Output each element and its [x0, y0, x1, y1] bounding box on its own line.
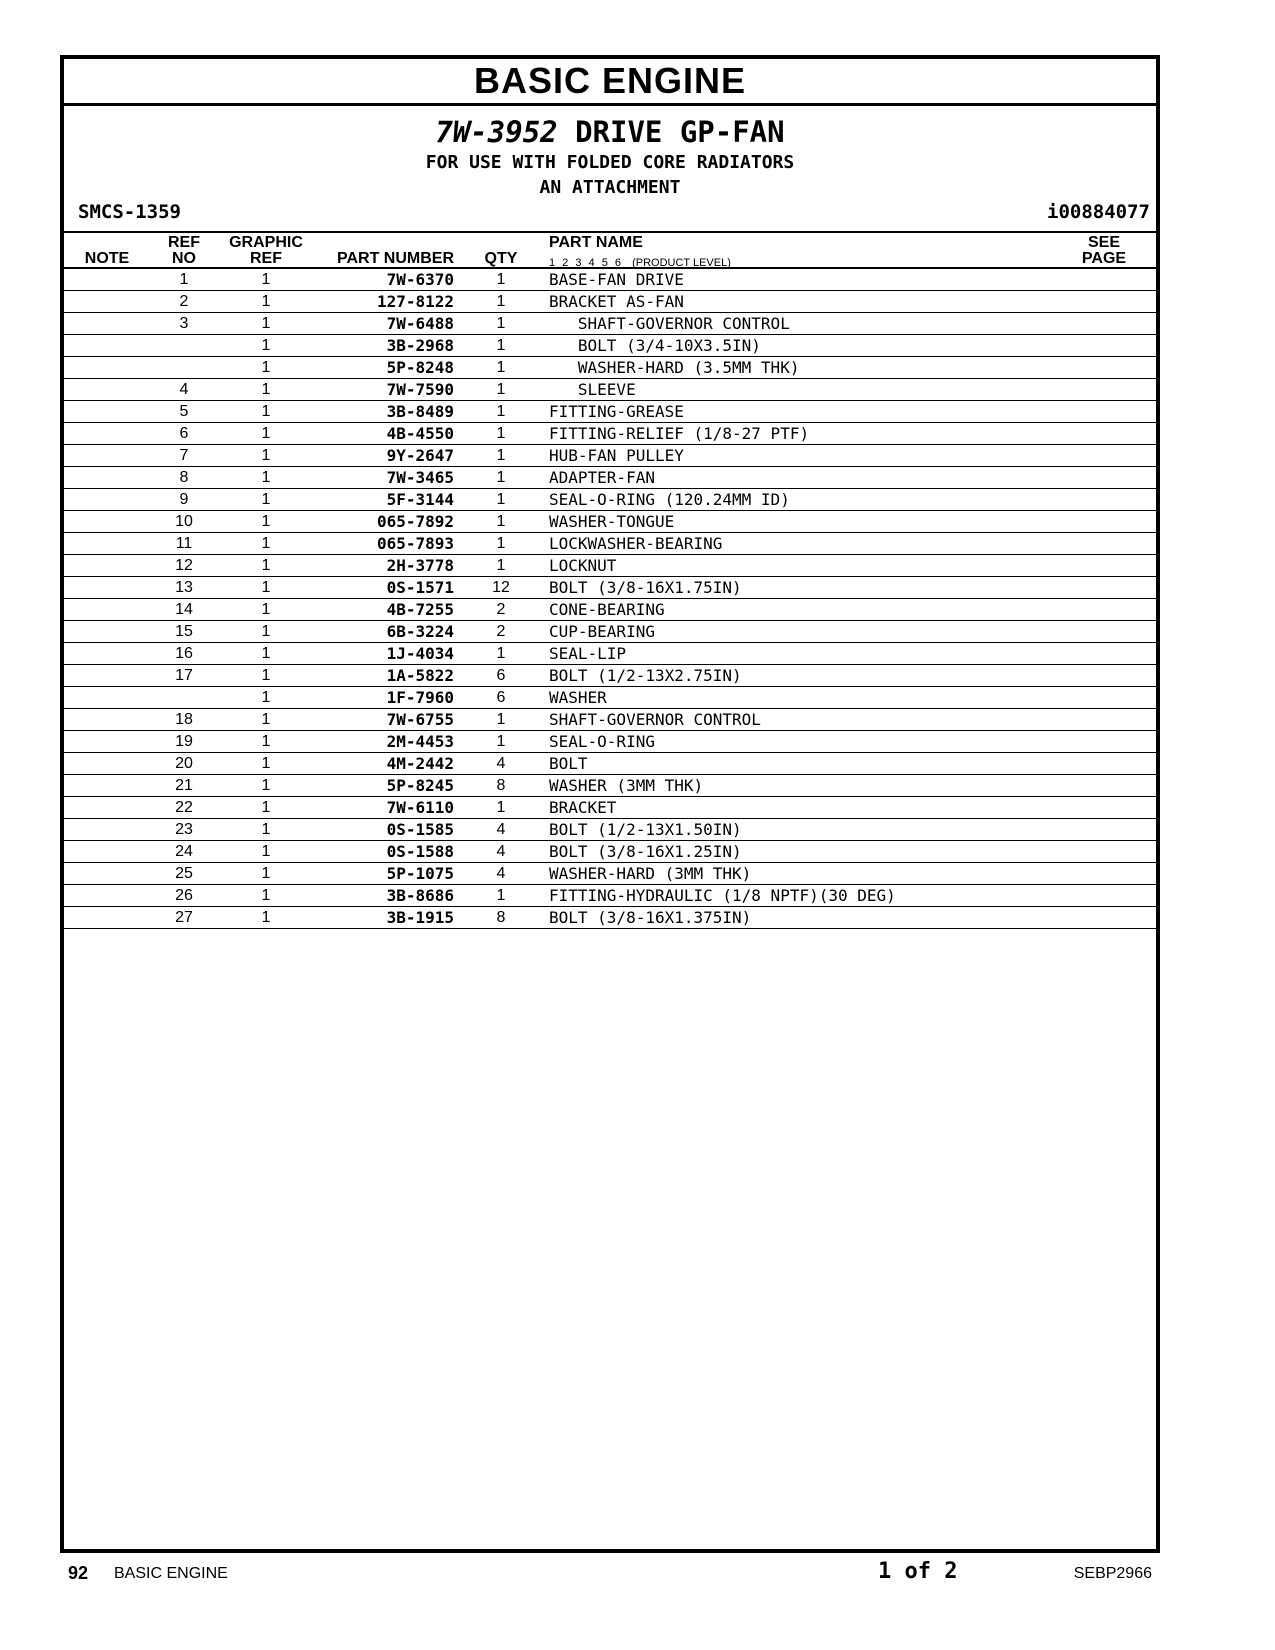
part-name-cell: CONE-BEARING: [549, 600, 665, 619]
part-number-cell: 5P-1075: [386, 864, 454, 883]
ref-no-cell: 20: [175, 755, 193, 772]
graphic-ref-cell: 1: [261, 909, 271, 926]
ref-no-cell: 8: [179, 469, 189, 486]
qty-cell: 1: [496, 293, 506, 310]
table-row: [64, 401, 1156, 423]
graphic-ref-cell: 1: [261, 777, 271, 794]
document-number: SEBP2966: [1073, 1565, 1152, 1582]
ref-no-cell: 26: [175, 887, 193, 904]
graphic-ref-cell: 1: [261, 469, 271, 486]
graphic-ref-cell: 1: [261, 799, 271, 816]
qty-cell: 1: [496, 403, 506, 420]
ref-no-cell: 18: [175, 711, 193, 728]
table-row: [64, 269, 1156, 291]
column-header-note: NOTE: [84, 250, 130, 267]
qty-cell: 12: [492, 579, 510, 596]
part-number-cell: 7W-7590: [386, 380, 454, 399]
graphic-ref-cell: 1: [261, 359, 271, 376]
ref-no-cell: 5: [179, 403, 189, 420]
table-row: [64, 313, 1156, 335]
ref-no-cell: 23: [175, 821, 193, 838]
part-number-cell: 4B-4550: [386, 424, 454, 443]
ref-no-cell: 7: [179, 447, 189, 464]
column-header-graphic-top: GRAPHIC: [229, 234, 303, 251]
part-name-cell: FITTING-GREASE: [549, 402, 684, 421]
qty-cell: 1: [496, 337, 506, 354]
column-header-ref-no: [159, 235, 209, 267]
part-number-cell: 6B-3224: [386, 622, 454, 641]
part-name-cell: BRACKET AS-FAN: [549, 292, 684, 311]
group-subtitle-2: AN ATTACHMENT: [539, 177, 681, 198]
part-number-cell: 1A-5822: [386, 666, 454, 685]
table-row: [64, 885, 1156, 907]
product-level-label: (PRODUCT LEVEL): [632, 257, 731, 269]
ref-no-cell: 17: [175, 667, 193, 684]
part-number-cell: 7W-6488: [386, 314, 454, 333]
graphic-ref-cell: 1: [261, 645, 271, 662]
graphic-ref-cell: 1: [261, 865, 271, 882]
part-name-cell: BOLT (1/2-13X2.75IN): [549, 666, 742, 685]
graphic-ref-cell: 1: [261, 535, 271, 552]
ref-no-cell: 4: [179, 381, 189, 398]
part-name-cell: HUB-FAN PULLEY: [549, 446, 684, 465]
part-number-cell: 3B-8686: [386, 886, 454, 905]
table-row: [64, 577, 1156, 599]
table-row: [64, 731, 1156, 753]
ref-no-cell: 2: [179, 293, 189, 310]
table-row: [64, 533, 1156, 555]
part-number-cell: 065-7892: [376, 512, 454, 531]
ref-no-cell: 6: [179, 425, 189, 442]
graphic-ref-cell: 1: [261, 293, 271, 310]
part-name-cell: WASHER-TONGUE: [549, 512, 675, 531]
part-name-cell: BOLT (3/8-16X1.375IN): [549, 908, 752, 927]
part-number-cell: 1F-7960: [386, 688, 454, 707]
graphic-ref-cell: 1: [261, 887, 271, 904]
graphic-ref-cell: 1: [261, 579, 271, 596]
page-number: 92: [68, 1563, 89, 1583]
graphic-ref-cell: 1: [261, 601, 271, 618]
group-subtitle-1: FOR USE WITH FOLDED CORE RADIATORS: [425, 152, 795, 173]
column-header-see-bottom: PAGE: [1081, 250, 1127, 267]
part-name-cell: FITTING-RELIEF (1/8-27 PTF): [549, 424, 810, 443]
part-number-cell: 4M-2442: [386, 754, 454, 773]
part-name-cell: SEAL-LIP: [549, 644, 627, 663]
ref-no-cell: 3: [179, 315, 189, 332]
part-number-cell: 5P-8248: [386, 358, 454, 377]
ref-no-cell: 13: [175, 579, 193, 596]
qty-cell: 8: [496, 909, 506, 926]
table-row: [64, 511, 1156, 533]
column-header-qty: QTY: [484, 250, 518, 267]
qty-cell: 1: [496, 799, 506, 816]
qty-cell: 1: [496, 887, 506, 904]
ref-no-cell: 12: [175, 557, 193, 574]
part-name-cell: BOLT (3/8-16X1.25IN): [549, 842, 742, 861]
qty-cell: 1: [496, 315, 506, 332]
column-header-ref-bottom: NO: [172, 250, 196, 267]
table-row: [64, 555, 1156, 577]
graphic-ref-cell: 1: [261, 557, 271, 574]
table-row: [64, 445, 1156, 467]
header-divider: [64, 231, 1156, 233]
qty-cell: 4: [496, 865, 506, 882]
table-row: [64, 863, 1156, 885]
qty-cell: 1: [496, 645, 506, 662]
part-name-cell: SHAFT-GOVERNOR CONTROL: [549, 710, 761, 729]
table-row: [64, 797, 1156, 819]
table-row: [64, 775, 1156, 797]
part-name-cell: LOCKNUT: [549, 556, 617, 575]
illustration-id: i00884077: [1047, 201, 1150, 223]
part-name-cell: ADAPTER-FAN: [549, 468, 655, 487]
part-number-cell: 4B-7255: [386, 600, 454, 619]
parts-table-body: [64, 269, 1156, 929]
part-number-cell: 7W-6110: [386, 798, 454, 817]
table-row: [64, 709, 1156, 731]
part-number-cell: 0S-1585: [386, 820, 454, 839]
part-name-cell: SHAFT-GOVERNOR CONTROL: [549, 314, 790, 333]
table-row: [64, 643, 1156, 665]
graphic-ref-cell: 1: [261, 843, 271, 860]
column-headers: [64, 235, 1156, 269]
part-name-cell: LOCKWASHER-BEARING: [549, 534, 723, 553]
part-number-cell: 127-8122: [376, 292, 454, 311]
part-name-cell: BRACKET: [549, 798, 617, 817]
part-name-cell: WASHER: [549, 688, 607, 707]
graphic-ref-cell: 1: [261, 425, 271, 442]
identifier-row: [64, 201, 1156, 229]
ref-no-cell: 27: [175, 909, 193, 926]
qty-cell: 4: [496, 843, 506, 860]
column-header-part-name: PART NAME: [549, 234, 643, 251]
table-row: [64, 335, 1156, 357]
part-name-cell: SLEEVE: [549, 380, 636, 399]
part-number-cell: 3B-1915: [386, 908, 454, 927]
part-number-cell: 3B-8489: [386, 402, 454, 421]
qty-cell: 1: [496, 513, 506, 530]
ref-no-cell: 10: [175, 513, 193, 530]
part-number-cell: 0S-1571: [386, 578, 454, 597]
qty-cell: 1: [496, 733, 506, 750]
table-row: [64, 291, 1156, 313]
part-name-cell: WASHER (3MM THK): [549, 776, 704, 795]
part-number-cell: 7W-6755: [386, 710, 454, 729]
qty-cell: 1: [496, 447, 506, 464]
qty-cell: 1: [496, 557, 506, 574]
graphic-ref-cell: 1: [261, 315, 271, 332]
part-number-cell: 1J-4034: [386, 644, 454, 663]
column-header-graphic-ref: [226, 235, 306, 267]
sheet-indicator: 1 of 2: [878, 1559, 958, 1584]
part-name-cell: BOLT (3/4-10X3.5IN): [549, 336, 761, 355]
graphic-ref-cell: 1: [261, 733, 271, 750]
part-number-cell: 5P-8245: [386, 776, 454, 795]
part-name-cell: SEAL-O-RING: [549, 732, 655, 751]
column-header-see-top: SEE: [1087, 234, 1120, 251]
table-row: [64, 467, 1156, 489]
table-row: [64, 753, 1156, 775]
part-number-cell: 0S-1588: [386, 842, 454, 861]
parts-list-frame: [60, 55, 1160, 1553]
graphic-ref-cell: 1: [261, 711, 271, 728]
part-name-cell: FITTING-HYDRAULIC (1/8 NPTF)(30 DEG): [549, 886, 896, 905]
graphic-ref-cell: 1: [261, 271, 271, 288]
qty-cell: 6: [496, 667, 506, 684]
part-name-cell: SEAL-O-RING (120.24MM ID): [549, 490, 790, 509]
ref-no-cell: 22: [175, 799, 193, 816]
group-title: [64, 114, 1156, 150]
ref-no-cell: 1: [179, 271, 189, 288]
qty-cell: 4: [496, 755, 506, 772]
column-header-part-number: PART NUMBER: [336, 250, 454, 267]
ref-no-cell: 25: [175, 865, 193, 882]
ref-no-cell: 14: [175, 601, 193, 618]
product-level-numbers: 1 2 3 4 5 6: [549, 257, 621, 269]
table-row: [64, 379, 1156, 401]
qty-cell: 4: [496, 821, 506, 838]
part-name-cell: WASHER-HARD (3.5MM THK): [549, 358, 800, 377]
graphic-ref-cell: 1: [261, 491, 271, 508]
ref-no-cell: 19: [175, 733, 193, 750]
group-name: DRIVE GP-FAN: [575, 115, 785, 149]
column-header-ref-top: REF: [168, 234, 200, 251]
table-row: [64, 665, 1156, 687]
part-number-cell: 2H-3778: [386, 556, 454, 575]
part-number-cell: 9Y-2647: [386, 446, 454, 465]
graphic-ref-cell: 1: [261, 623, 271, 640]
table-row: [64, 357, 1156, 379]
smcs-code: SMCS-1359: [78, 201, 181, 223]
ref-no-cell: 11: [175, 535, 193, 552]
part-name-cell: CUP-BEARING: [549, 622, 655, 641]
table-row: [64, 687, 1156, 709]
graphic-ref-cell: 1: [261, 381, 271, 398]
qty-cell: 1: [496, 271, 506, 288]
footer-section-name: BASIC ENGINE: [114, 1565, 228, 1582]
graphic-ref-cell: 1: [261, 821, 271, 838]
graphic-ref-cell: 1: [261, 403, 271, 420]
table-row: [64, 841, 1156, 863]
ref-no-cell: 15: [175, 623, 193, 640]
part-number-cell: 7W-3465: [386, 468, 454, 487]
qty-cell: 1: [496, 359, 506, 376]
part-name-cell: BOLT: [549, 754, 588, 773]
ref-no-cell: 21: [175, 777, 193, 794]
table-row: [64, 423, 1156, 445]
graphic-ref-cell: 1: [261, 447, 271, 464]
qty-cell: 6: [496, 689, 506, 706]
graphic-ref-cell: 1: [261, 667, 271, 684]
qty-cell: 1: [496, 469, 506, 486]
qty-cell: 8: [496, 777, 506, 794]
table-row: [64, 621, 1156, 643]
column-header-graphic-bottom: REF: [250, 250, 282, 267]
ref-no-cell: 16: [175, 645, 193, 662]
graphic-ref-cell: 1: [261, 689, 271, 706]
page-footer: [60, 1559, 1160, 1595]
ref-no-cell: 9: [179, 491, 189, 508]
part-name-cell: WASHER-HARD (3MM THK): [549, 864, 752, 883]
part-number-cell: 3B-2968: [386, 336, 454, 355]
part-name-cell: BOLT (3/8-16X1.75IN): [549, 578, 742, 597]
qty-cell: 2: [496, 601, 506, 618]
part-number-cell: 7W-6370: [386, 270, 454, 289]
table-row: [64, 489, 1156, 511]
table-row: [64, 599, 1156, 621]
part-number-cell: 065-7893: [376, 534, 454, 553]
part-number-cell: 2M-4453: [386, 732, 454, 751]
qty-cell: 1: [496, 425, 506, 442]
qty-cell: 1: [496, 381, 506, 398]
group-number: 7W-3952: [435, 115, 558, 149]
part-number-cell: 5F-3144: [386, 490, 454, 509]
qty-cell: 1: [496, 491, 506, 508]
graphic-ref-cell: 1: [261, 513, 271, 530]
section-title: BASIC ENGINE: [64, 59, 1156, 106]
table-row: [64, 819, 1156, 841]
ref-no-cell: 24: [175, 843, 193, 860]
table-row: [64, 907, 1156, 929]
qty-cell: 2: [496, 623, 506, 640]
graphic-ref-cell: 1: [261, 755, 271, 772]
part-name-cell: BOLT (1/2-13X1.50IN): [549, 820, 742, 839]
column-header-see-page: [1074, 235, 1134, 267]
graphic-ref-cell: 1: [261, 337, 271, 354]
qty-cell: 1: [496, 535, 506, 552]
part-name-cell: BASE-FAN DRIVE: [549, 270, 684, 289]
qty-cell: 1: [496, 711, 506, 728]
